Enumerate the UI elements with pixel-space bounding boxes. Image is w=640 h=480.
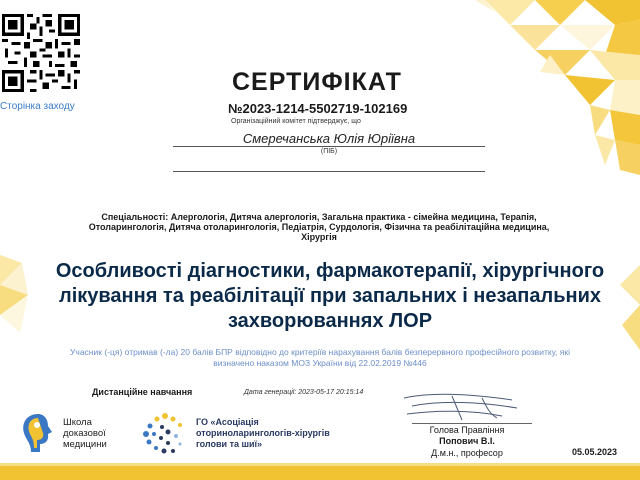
decorative-mosaic-right bbox=[620, 265, 640, 355]
generation-date: Дата генерації: 2023-05-17 20:15:14 bbox=[244, 389, 364, 396]
signature-line bbox=[412, 423, 532, 424]
cpd-points-note: Учасник (-ця) отримав (-ла) 20 балів БПР відповідно до критеріїв нарахування балів безперервного професійного розвитку, які визначено наказом МОЗ України від 22.02.2019 №446 bbox=[70, 347, 570, 368]
qr-code[interactable] bbox=[2, 14, 80, 92]
association-logo-line: ГО «Асоціація bbox=[196, 417, 259, 427]
participant-name: Смеречанська Юлія Юріївна bbox=[242, 131, 416, 146]
school-logo-line: доказової bbox=[63, 428, 106, 439]
school-logo-line: Школа bbox=[63, 417, 92, 428]
committee-line: Організаційний комітет підтверджує, що bbox=[231, 118, 361, 125]
association-logo-text bbox=[196, 417, 330, 450]
signatory-degree: Д.м.н., професор bbox=[431, 448, 503, 458]
event-page-link[interactable]: Сторінка заходу bbox=[0, 101, 75, 112]
certificate-number: №2023-1214-5502719-102169 bbox=[228, 101, 408, 116]
footer-bar bbox=[0, 466, 640, 480]
association-logo-line: оториноларингологів-хірургів bbox=[196, 428, 330, 438]
certificate-title: СЕРТИФІКАТ bbox=[232, 68, 402, 96]
signature-image bbox=[392, 388, 532, 428]
school-logo-text bbox=[63, 417, 107, 450]
course-title: Особливості діагностики, фармакотерапії, хірургічного лікування та реабілітації при запальних і незапальних захворюваннях ЛОР bbox=[55, 260, 605, 332]
learning-format: Дистанційне навчання bbox=[92, 387, 193, 397]
issue-date: 05.05.2023 bbox=[572, 447, 618, 457]
specialties-list: Спеціальності: Алергологія, Дитяча алергологія, Загальна практика - сімейна медицина, Терапія, Отоларингологія, Дитяча отоларингологія, Педіатрія, Сурдологія, Фізична та реабілітаційна медицина, Хірургія bbox=[88, 212, 550, 242]
school-logo-icon bbox=[18, 410, 58, 454]
name-underline bbox=[173, 146, 485, 147]
blank-line bbox=[173, 171, 485, 172]
school-logo-line: медицини bbox=[63, 439, 107, 450]
signatory-role: Голова Правління bbox=[429, 425, 505, 435]
signatory-name: Попович В.І. bbox=[439, 436, 495, 446]
association-logo-icon bbox=[140, 410, 190, 458]
decorative-mosaic-left bbox=[0, 255, 30, 335]
association-logo-line: голови та шиї» bbox=[196, 439, 263, 449]
name-caption: (ПІБ) bbox=[320, 148, 338, 155]
